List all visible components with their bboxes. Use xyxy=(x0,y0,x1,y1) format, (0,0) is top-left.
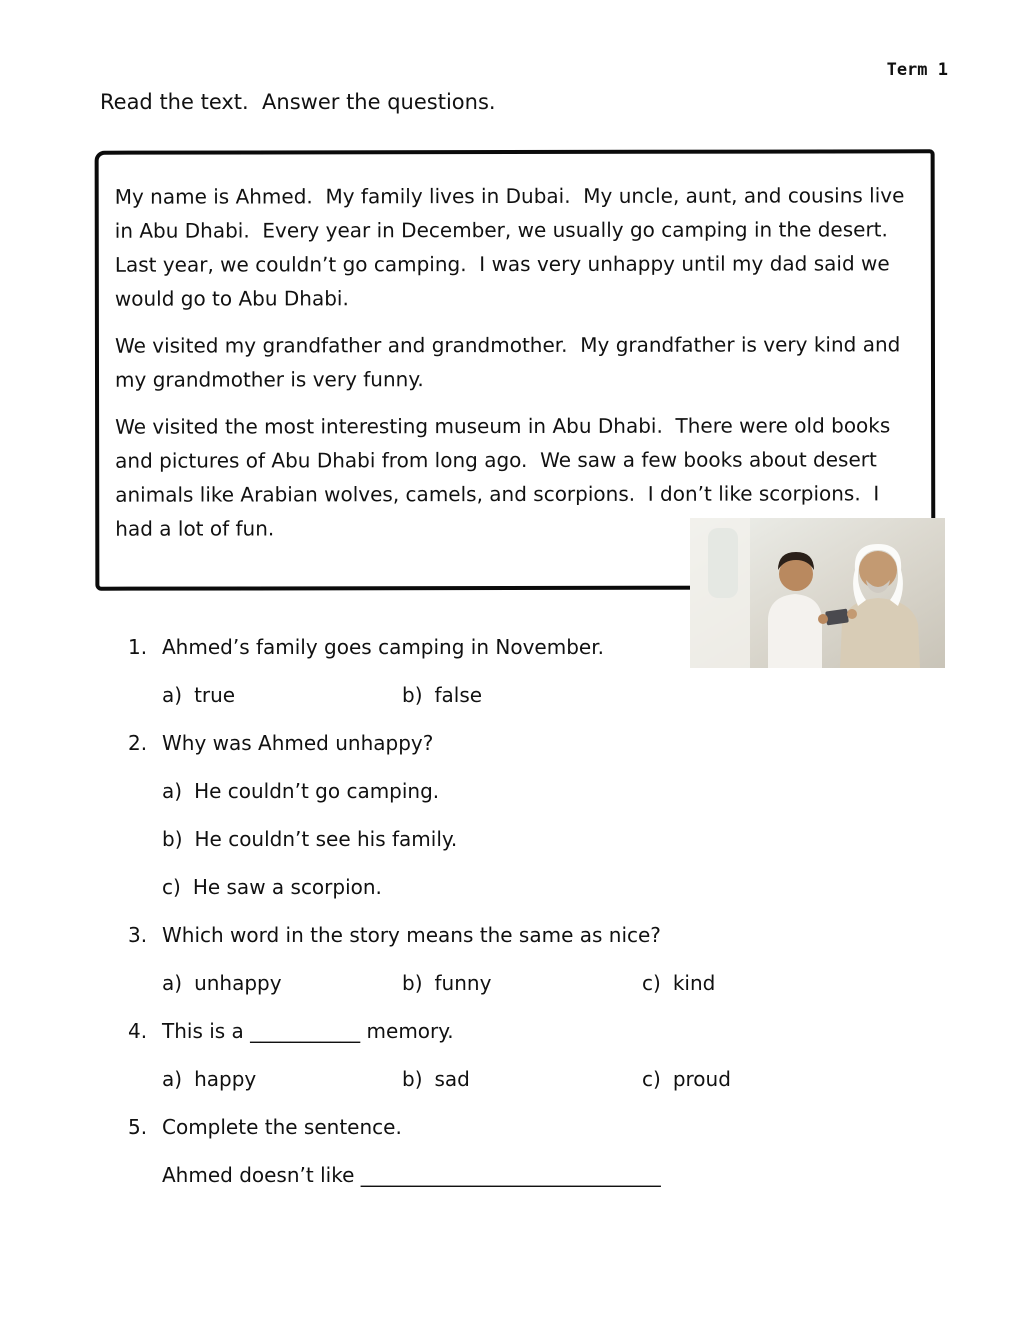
passage-paragraph-2: We visited my grandfather and grandmother. My grandfather is very kind and my grandmother is very funny. xyxy=(114,332,907,392)
question-4 xyxy=(128,1014,938,1048)
question-1-option-a: a) true xyxy=(162,683,236,707)
passage-paragraph-3: We visited the most interesting museum in Abu Dhabi. There were old books and pictures of Abu Dhabi from long ago. We saw a few books about desert animals like Arabian wolves, camels, and scorpions. I don’t like scorpions. I had a lot of fun. xyxy=(115,413,897,541)
question-2-option-b: b) He couldn’t see his family. xyxy=(162,827,458,851)
question-2-text: Why was Ahmed unhappy? xyxy=(162,731,434,755)
question-3-text: Which word in the story means the same as nice? xyxy=(162,923,661,947)
question-4-text: This is a ___________ memory. xyxy=(162,1019,454,1043)
question-3 xyxy=(128,918,938,952)
question-5-text: Complete the sentence. xyxy=(162,1115,402,1139)
question-3-options xyxy=(128,966,938,1000)
question-5-answer-line: Ahmed doesn’t like ______________________________ xyxy=(162,1163,661,1187)
question-3-number: 3. xyxy=(128,923,148,947)
question-2-option-a: a) He couldn’t go camping. xyxy=(162,779,440,803)
instructions: Read the text. Answer the questions. xyxy=(100,90,496,114)
questions-section xyxy=(128,630,938,1206)
question-3-option-a: a) unhappy xyxy=(162,971,282,995)
question-4-options xyxy=(128,1062,938,1096)
question-2-number: 2. xyxy=(128,731,148,755)
passage-paragraph-1: My name is Ahmed. My family lives in Dubai. My uncle, aunt, and cousins live in Abu Dhabi. Every year in December, we usually go camping in the desert. Last year, we couldn’t go camping. I was very unhappy until my dad said we would go to Abu Dhabi. xyxy=(114,183,911,311)
question-5 xyxy=(128,1110,938,1144)
question-4-option-a: a) happy xyxy=(162,1067,257,1091)
photo-illustration xyxy=(690,518,945,668)
question-3-option-c: c) kind xyxy=(642,971,716,995)
question-3-option-b: b) funny xyxy=(402,971,492,995)
question-1-number: 1. xyxy=(128,635,148,659)
question-4-option-b: b) sad xyxy=(402,1067,470,1091)
term-label: Term 1 xyxy=(886,60,948,80)
question-1-options xyxy=(128,678,938,712)
question-1-option-b: b) false xyxy=(402,683,483,707)
question-4-option-c: c) proud xyxy=(642,1067,731,1091)
question-2-option-c: c) He saw a scorpion. xyxy=(162,875,382,899)
question-5-number: 5. xyxy=(128,1115,148,1139)
question-1-text: Ahmed’s family goes camping in November. xyxy=(162,635,604,659)
question-2 xyxy=(128,726,938,760)
question-4-number: 4. xyxy=(128,1019,148,1043)
grandfather-boy-photo xyxy=(690,518,945,668)
